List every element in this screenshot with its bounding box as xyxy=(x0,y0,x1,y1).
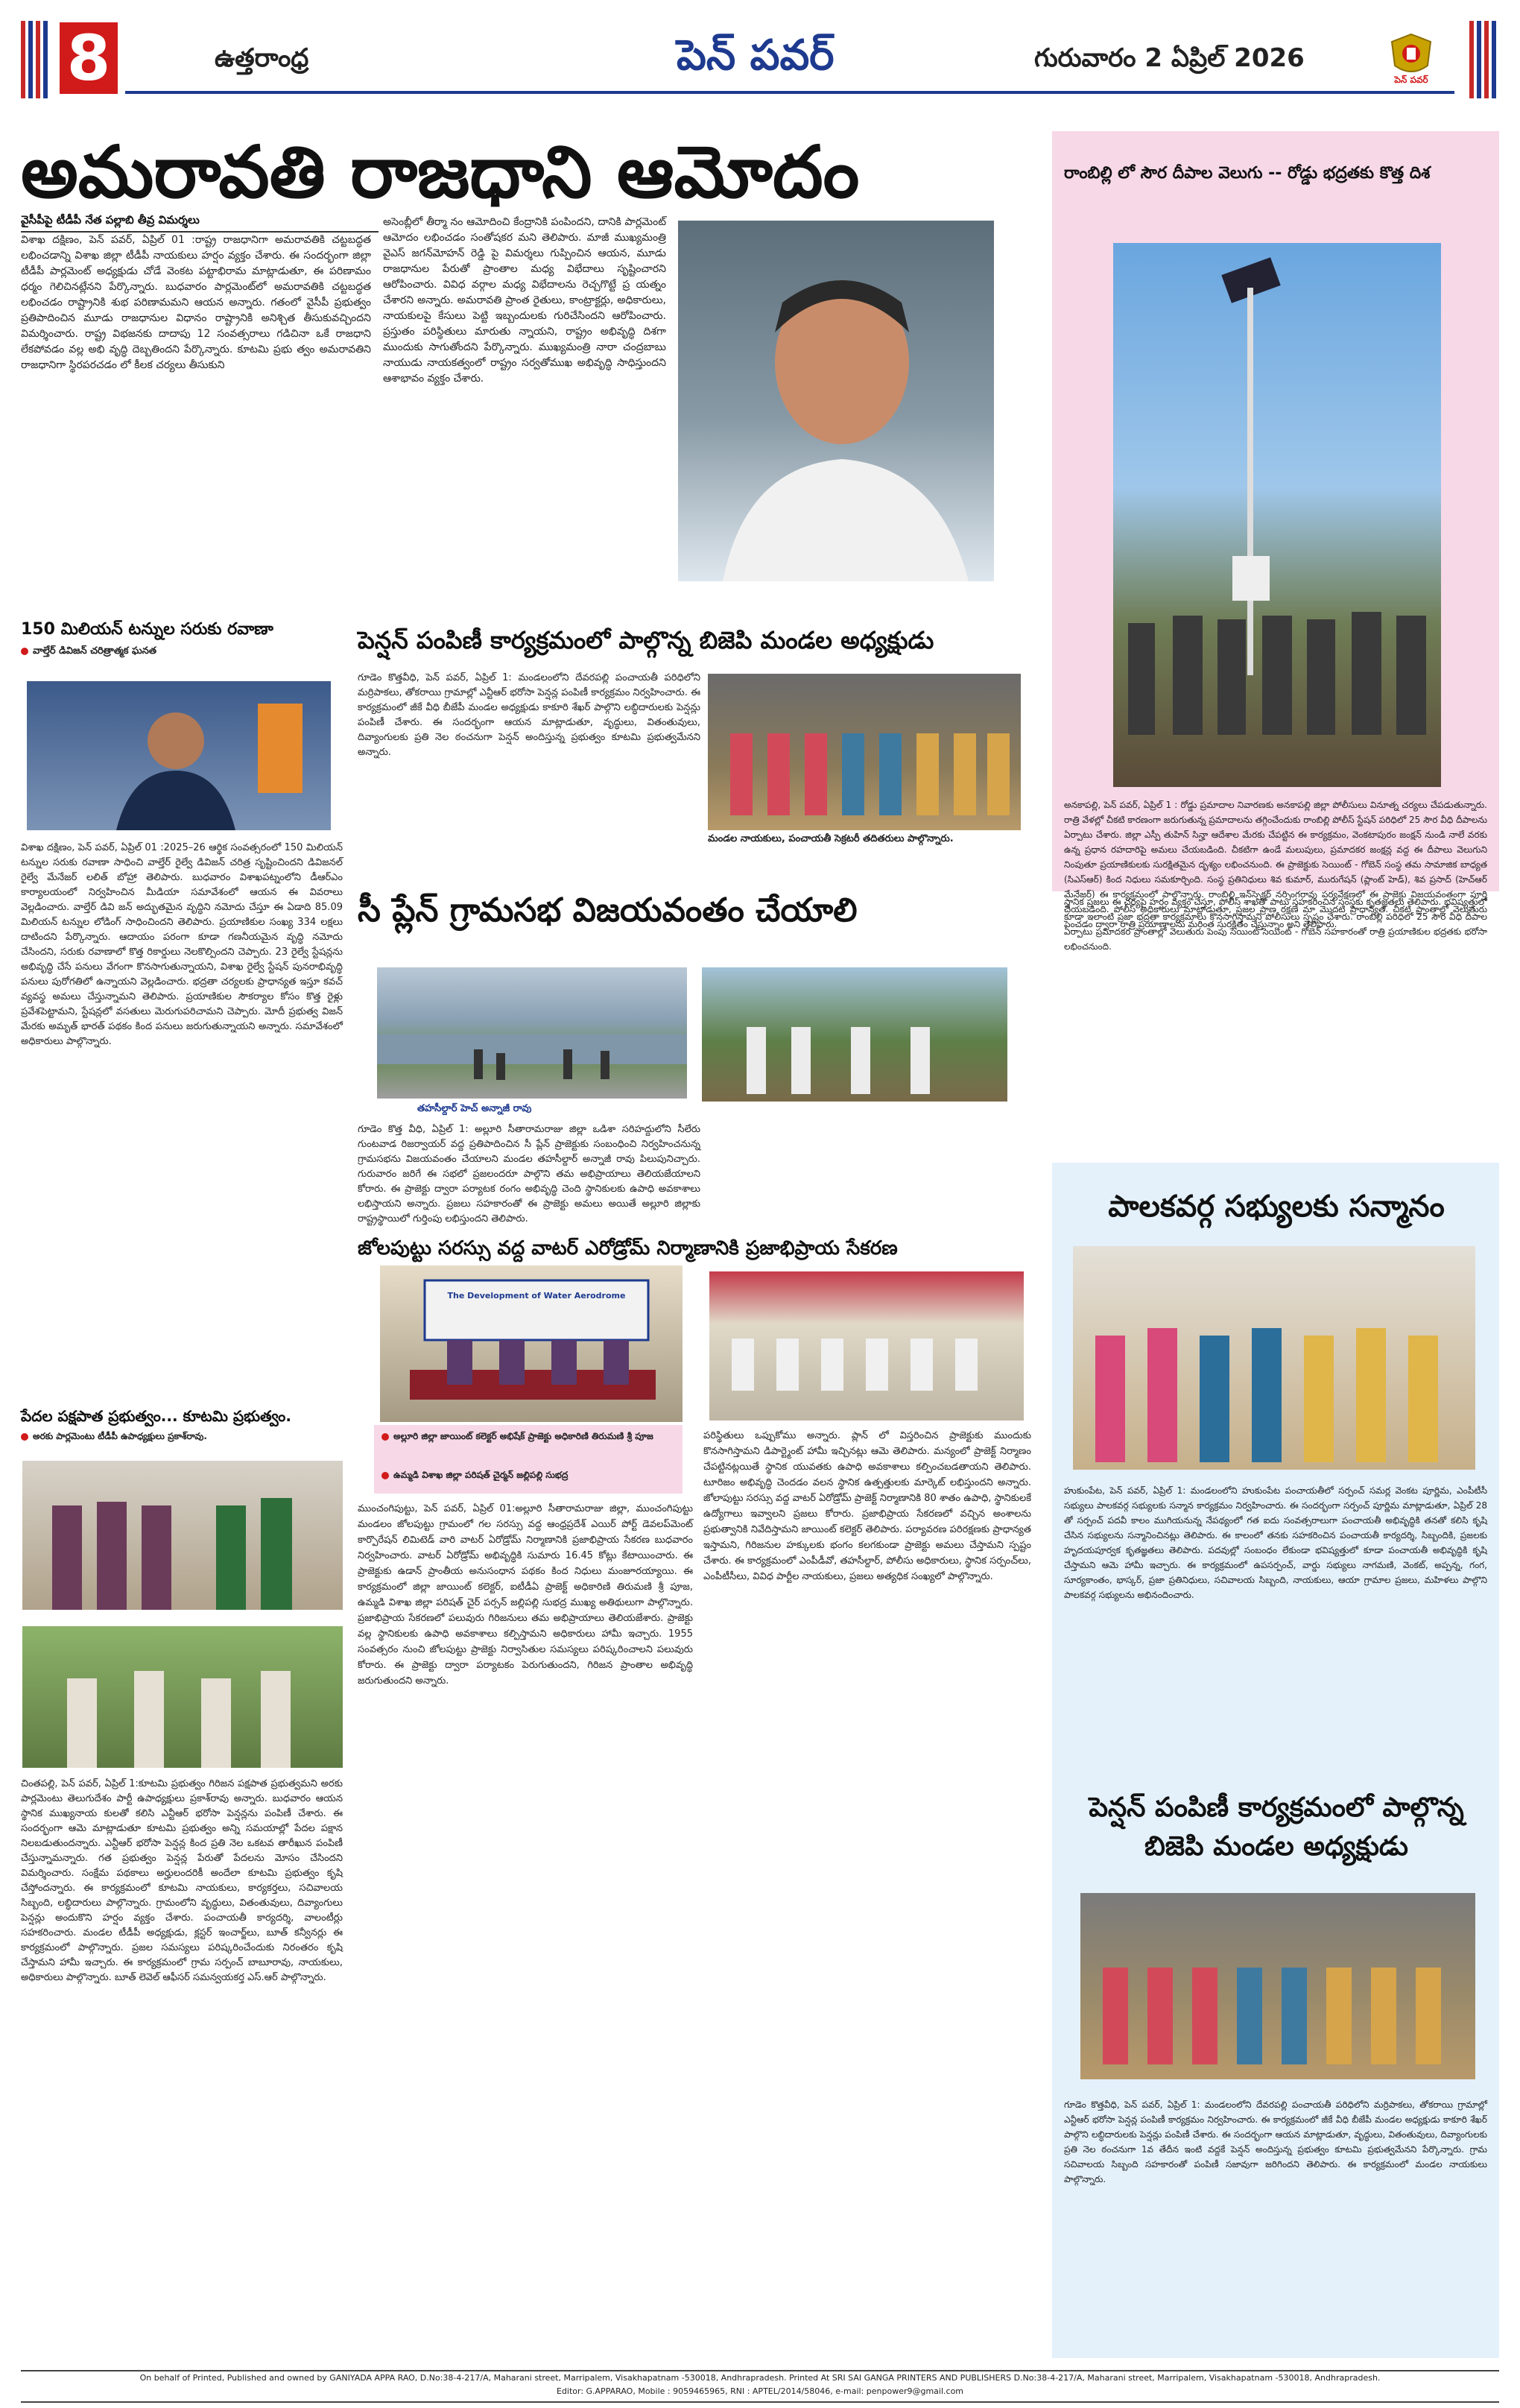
imprint-line-1: On behalf of Printed, Published and owned by GANIYADA APPA RAO, D.No:38-4-217/A, Maharani street, Marripalem, Visakhapatnam -530018, Andhrapradesh. Printed At SRI SAI GANGA PRINTERS AND PUBLISHERS D.No:38-4-217/A, Maharani street, Marripalem, Visakhapatnam -530018, Andhrapradesh. xyxy=(139,2373,1381,2383)
palakavarga-text: హుకుంపేట, పెన్ పవర్, ఏప్రిల్ 1: మండలంలోని హుకుంపేట పంచాయతీలో సర్పంచ్ సమర్ల వెంకట పూర్ణిమ, ఎంపీటీసీ సభ్యులు పాలకవర్గ సభ్యులకు సన్మాన కార్యక్రమం నిర్వహించారు. ఈ సందర్భంగా సర్పంచ్ పూర్ణిమ మాట్లాడుతూ, ఏప్రిల్ 28 తో సర్పంచ్ పదవీ కాలం ముగియనున్న నేపథ్యంలో గత ఐదు సంవత్సరాలుగా పంచాయతీ అభివృద్ధికి తనతో కలిసి కృషి చేసిన సభ్యులను సన్మానించినట్లు తెలిపారు. ఈ కాలంలో తనకు సహకరించిన పంచాయతీ కార్యదర్శి, సిబ్బందికి, ప్రజలకు హృదయపూర్వక కృతజ్ఞతలు తెలిపారు. పదవుల్లో సంబంధం లేకుండా భవిష్యత్తులో కూడా పంచాయతీ అభివృద్ధికి కృషి చేస్తామని ఆమె హామీ ఇచ్చారు. ఈ కార్యక్రమంలో ఉపసర్పంచ్, వార్డు సభ్యులు నాగమణి, వెంకట్, అప్పన్న, గంగ, సూర్యకాంతం, భాస్కర్, ప్రజా ప్రతినిధులు, సచివాలయ సిబ్బంది, నాయకులు, ఆయా గ్రామాల ప్రజలు, మహిళలు పాల్గొని పాలకవర్గ సభ్యులను అభినందించారు. xyxy=(1064,1485,1487,1600)
section-name: ఉత్తరాంధ్ర xyxy=(215,43,309,73)
bullet-icon xyxy=(381,1472,389,1479)
lead-column-2: అసెంబ్లీలో తీర్మా నం ఆమోదించి కేంద్రానికి పంపిందని, దానికి పార్లమెంట్ ఆమోదం లభించడం సంతోషకర మని తెలిపారు. మాజీ ముఖ్యమంత్రి వైఎస్ జగన్‌మోహన్ రెడ్డి పై విమర్శలు గుప్పించిన ఆయన, మూడు రాజధానుల పేరుతో ప్రాంతాల మధ్య విభేదాలు సృష్టించారని ఆరోపించారు. వివిధ వర్గాల మధ్య విభేదాలను రెచ్చగొట్టే ప్ర యత్నం చేశారని అన్నారు. అమరావతి ప్రాంత రైతులు, కాంట్రాక్టర్లు, అధికారులు, నాయకులపై కేసులు పెట్టి ఇబ్బందులకు గురిచేసిందని ఆరోపించారు. ప్రస్తుతం పరిస్థితులు మారుతు న్నాయని, రాష్ట్రం అభివృద్ధి దిశగా ముందుకు సాగుతోందని పేర్కొన్నారు. ముఖ్యమంత్రి నారా చంద్రబాబు నాయుడు నాయకత్వంలో రాష్ట్రం సర్వతోముఖ అభివృద్ధి సాధిస్తుందని ఆశాభావం వ్యక్తం చేశారు. xyxy=(383,216,666,385)
lead-headline: అమరావతి రాజధాని ఆమోదం xyxy=(21,130,860,214)
pension1-photo xyxy=(708,674,1021,830)
meeting-stage-icon xyxy=(380,1265,683,1422)
waterdrome-photo-1 xyxy=(380,1265,683,1422)
right-top-text-continued: స్థానిక ప్రజలు ఈ చర్యపై హర్షం వ్యక్తం చేస్తూ, పోలీస్ శాఖతో పాటు సహకరించిన సంస్థకు కృతజ్ఞతలు తెలిపారు. భవిష్యత్తులో కూడా ఇలాంటి ప్రజా భద్రతా కార్యక్రమాలు కొనసాగిస్తామని పోలీసులు స్పష్టం చేశారు. రాంబిల్లి పరిధిలో 25 సౌర వీధి దీపాల ఏర్పాటు ప్రమాదకర ప్రాంతాల్లో వెలుతురు పెంపు సెయింట్ సెయింట్ - గోబెన్ సహకారంతో రాత్రి ప్రయాణికుల భద్రతకు భరోసా లభించనుంది. xyxy=(1064,897,1487,952)
bullet-icon xyxy=(21,1433,28,1441)
logo-text: పెన్ పవర్ xyxy=(1394,75,1428,85)
right-top-text: అనకాపల్లి, పెన్ పవర్, ఏప్రిల్ 1 : రోడ్డు ప్రమాదాల నివారణకు అనకాపల్లి జిల్లా పోలీసులు వినూత్న చర్యలు చేపడుతున్నారు. రాత్రి వేళల్లో చీకటి కారణంగా జరుగుతున్న ప్రమాదాలను తగ్గించేందుకు రాంబిల్లి పోలీస్ స్టేషన్ పరిధిలో 25 సౌర వీధి దీపాలను ఏర్పాటు చేశారు. జిల్లా ఎస్పీ తుహిన్ సిన్హా ఆదేశాల మేరకు చేపట్టిన ఈ కార్యక్రమం, వెంకటాపురం జంక్షన్ నుండి నాలే వరకు ఉన్న ప్రధాన రహదారిపై అమలు చేయబడింది. చీకటిగా ఉండే మలుపులు, ప్రమాదకర జంక్షన్ల వద్ద ఈ దీపాలు వెలుగుని నింపుతూ ప్రయాణికులకు సురక్షితమైన దృశ్యం లభించనుంది. ఈ ప్రాజెక్టుకు సెయింట్ - గోబెన్ సంస్థ తమ సామాజిక బాధ్యత (సిఎస్ఆర్) కింద నిధులు సమకూర్చింది. సంస్థ ప్రతినిధులు శివ కుమార్, మురుగేషన్ (ప్లాంట్ హెడ్), శివ ప్రసాద్ (హెచ్ఆర్ మేనేజర్) ఈ కార్యక్రమంలో పాల్గొన్నారు. రాంబిల్లి ఇన్‌స్పెక్టర్ నర్సింగరావు పర్యవేక్షణలో ఈ ప్రాజెక్టు విజయవంతంగా పూర్తి చేయబడింది. పోలీస్ అధికారులు మాట్లాడుతూ, ప్రజల ప్రాణ రక్షణే మా మొదటి ప్రాధాన్యత. చీకటి ప్రాంతాల్లో వెలుతురు పెంచడం ద్వారా రాత్రి ప్రయాణాలను మరింత సురక్షితం చేస్తున్నాం అని తెలిపారు. xyxy=(1064,800,1487,929)
gramasabha-text: గూడెం కొత్త వీధి, ఏప్రిల్ 1: అల్లూరి సీతారామరాజు జిల్లా ఒడిశా సరిహద్దులోని సీలేరు గుంటవాడ రిజర్వాయర్ వద్ద ప్రతిపాదించిన సీ ప్లేన్ ప్రాజెక్టుకు సంబంధించి నిర్వహించనున్న గ్రామసభను విజయవంతం చేయాలని మండల తహసీల్దార్ అన్నాజీ రావు పిలుపునిచ్చారు. గురువారం జరిగే ఈ సభలో ప్రజలందరూ పాల్గొని తమ అభిప్రాయాలు తెలియజేయాలని కోరారు. ఈ ప్రాజెక్టు ద్వారా పర్యాటక రంగం అభివృద్ధి చెంది స్థానికులకు ఉపాధి అవకాశాలు లభిస్తాయని అన్నారు. ప్రజలు సహకారంతో ఈ ప్రాజెక్టు అమలు అయితే అల్లూరి జిల్లాకు రాష్ట్రస్థాయిలో గుర్తింపు లభిస్తుందని తెలిపారు. xyxy=(358,1124,700,1224)
paper-name: పెన్ పవర్ xyxy=(677,31,835,80)
group-photo-icon xyxy=(22,1626,343,1768)
waterdrome-bullet-2-text: ఉమ్మడి విశాఖ జిల్లా పరిషత్ చైర్మన్ జల్లిపల్లి సుభద్ర xyxy=(393,1470,569,1480)
ship-headline: 150 మిలియన్ టన్నుల సరుకు రవాణా xyxy=(21,620,273,639)
lake-photo-icon xyxy=(377,967,687,1099)
lead-photo xyxy=(678,221,994,581)
paper-logo xyxy=(1384,31,1438,91)
official-portrait-icon xyxy=(27,681,331,830)
group-photo-icon xyxy=(22,1461,343,1610)
pension2-headline: పెన్షన్ పంపిణీ కార్యక్రమంలో పాల్గొన్న బిజెపి మండల అధ్యక్షుడు xyxy=(1089,1792,1464,1862)
masthead-stripe-right xyxy=(1469,21,1499,98)
kutami-bullet-text: అరకు పార్లమెంటు టీడీపీ ఉపాధ్యక్షులు ప్రకాశ్‌రావు. xyxy=(33,1431,207,1441)
waterdrome-banner-text: The Development of Water Aerodrome xyxy=(447,1291,626,1301)
ship-bullet xyxy=(21,645,341,659)
pension2-text: గూడెం కొత్తవీధి, పెన్ పవర్, ఏప్రిల్ 1: మండలంలోని దేవరపల్లి పంచాయతీ పరిధిలోని మర్రిపాకలు, తోకరాయి గ్రామాల్లో ఎన్టీఆర్ భరోసా పెన్షన్ల పంపిణీ కార్యక్రమం నిర్వహించారు. ఈ కార్యక్రమంలో జీకే వీధి బీజేపీ మండల అధ్యక్షుడు కాకూరి శేఖర్ పాల్గొని లబ్ధిదారులకు పెన్షన్లు పంపిణీ చేశారు. ఈ సందర్భంగా ఆయన మాట్లాడుతూ, వృద్ధులు, వితంతువులు, దివ్యాంగులకు ప్రతి నెల ఠంచనుగా 1వ తేదీన ఇంటి వద్దకే పెన్షన్ అందిస్తున్న ప్రభుత్వం కూటమి ప్రభుత్వమేనని పేర్కొన్నారు. గ్రామ సచివాలయ సిబ్బంది సహకారంతో పంపిణీ సజావుగా జరిగిందని తెలిపారు. ఈ కార్యక్రమంలో మండల నాయకులు పాల్గొన్నారు. xyxy=(1064,2099,1487,2184)
right-top-headline: రాంబిల్లి లో సౌర దీపాల వెలుగు -- రోడ్డు భద్రతకు కొత్త దిశ xyxy=(1064,164,1431,183)
palakavarga-photo xyxy=(1073,1246,1475,1470)
gramasabha-photo-caption: తహసీల్దార్ హెచ్ అన్నాజీ రావు xyxy=(417,1103,532,1114)
kutami-headline: పేదల పక్షపాత ప్రభుత్వం... కూటమి ప్రభుత్వం. xyxy=(21,1407,291,1425)
lead-column-1: విశాఖ దక్షిణం, పెన్ పవర్, ఏప్రిల్ 01 :రాష్ట్ర రాజధానిగా అమరావతికి చట్టబద్ధత లభించడాన్ని విశాఖ జిల్లా టీడీపీ నాయకులు హర్షం వ్యక్తం చేశారు. ఈ సందర్భంగా జిల్లా టీడీపీ పార్లమెంట్ అధ్యక్షుడు చోడే వెంకట పట్టాభిరామ మాట్లాడుతూ, ఈ పరిణామం ధర్మం గెలిచినట్లేనని పేర్కొన్నారు. బుధవారం పార్లమెంట్‌లో అమరావతికి చట్టబద్ధత లభించడం రాష్ట్రానికి శుభ పరిణామమని ఆయన అన్నారు. గతంలో వైసీపీ ప్రభుత్వం ప్రతిపాదించిన మూడు రాజధానుల విధానం రాష్ట్రానికి అనిశ్చిత తీసుకువచ్చిందని విమర్శించారు. రాష్ట్ర విభజనకు దాదాపు 12 సంవత్సరాలు గడిచినా ఒకే రాజధాని లేకపోవడం వల్ల అభి వృద్ధి దెబ్బతిందని పేర్కొన్నారు. కూటమి ప్రభు త్వం అమరావతిని రాజధానిగా స్థిరపరచడం లో కీలక చర్యలు తీసుకుని xyxy=(21,234,371,371)
solar-street-light-icon xyxy=(1113,243,1441,787)
ship-bullet-text: వాల్తేర్ డివిజన్ చరిత్రాత్మక ఘనత xyxy=(33,645,157,657)
palakavarga-headline: పాలకవర్గ సభ్యులకు సన్మానం xyxy=(1108,1189,1445,1224)
gramasabha-photo-1 xyxy=(377,967,687,1099)
right-top-photo xyxy=(1113,243,1441,787)
bullet-icon xyxy=(21,648,28,655)
gramasabha-headline: సీ ప్లేన్ గ్రామసభ విజయవంతం చేయాలి xyxy=(358,891,858,929)
lead-kicker: వైసీపీపై టీడీపీ నేత పల్లాబి తీవ్ర విమర్శలు xyxy=(21,213,379,233)
audience-photo-icon xyxy=(709,1271,1024,1421)
group-photo-icon xyxy=(1080,1893,1475,2079)
waterdrome-column-1: ముంచంగిపుట్టు, పెన్ పవర్, ఏప్రిల్ 01:అల్లూరి సీతారామరాజు జిల్లా, ముంచంగిపుట్టు మండలం జోలపుట్టు గ్రామంలో గల సరస్సు వద్ద ఆంధ్రప్రదేశ్ ఎయిర్ పోర్ట్ డెవలప్‌మెంట్ కార్పొరేషన్ లిమిటెడ్ వారి వాటర్ ఏరోడ్రోమ్ నిర్మాణానికి ప్రజాభిప్రాయ సేకరణ బుధవారం నిర్వహించారు. వాటర్ ఏరోడ్రోమ్ అభివృద్ధికి సుమారు 16.45 కోట్లు కేటాయించారు. ఈ ప్రాజెక్టుకు ఉడాన్ ప్రాంతీయ అనుసంధాన పథకం కింద నిధులు మంజూరయ్యాయి. ఈ కార్యక్రమంలో జిల్లా జాయింట్ కలెక్టర్, ఐటీడీఏ ప్రాజెక్ట్ అధికారిణి తిరుమణి శ్రీ పూజ, ఉమ్మడి విశాఖ జిల్లా పరిషత్ చైర్ పర్సన్ జల్లిపల్లి సుభద్ర ముఖ్య అతిథులుగా పాల్గొన్నారు. ప్రజాభిప్రాయ సేకరణలో పలువురు గిరిజనులు తమ అభిప్రాయాలు తెలియజేశారు. ప్రాజెక్టు వల్ల స్థానికులకు ఉపాధి అవకాశాలు కల్పిస్తామని అధికారులు హామీ ఇచ్చారు. 1955 సంవత్సరం నుంచి జోలపుట్టు ప్రాజెక్టు నిర్వాసితుల సమస్యలు పరిష్కరించాలని పలువురు కోరారు. ఈ ప్రాజెక్టు ద్వారా పర్యాటకం పెరుగుతుందని, గిరిజన ప్రాంతాల అభివృద్ధి జరుగుతుందని అన్నారు. xyxy=(358,1503,693,1687)
gramasabha-photo-2 xyxy=(702,967,1007,1102)
waterdrome-bullet-1 xyxy=(381,1431,677,1444)
kutami-bullet xyxy=(21,1431,343,1444)
kutami-photo-1 xyxy=(22,1461,343,1610)
felicitation-photo-icon xyxy=(1073,1246,1475,1470)
waterdrome-bullets xyxy=(374,1425,683,1494)
pension2-photo xyxy=(1080,1893,1475,2079)
issue-date: గురువారం 2 ఏప్రిల్ 2026 xyxy=(1034,43,1305,73)
masthead xyxy=(21,21,1499,98)
waterdrome-bullet-2 xyxy=(381,1470,677,1482)
officials-photo-icon xyxy=(702,967,1007,1102)
waterdrome-headline: జోలపుట్టు సరస్సు వద్ద వాటర్ ఎరోడ్రోమ్ నిర్మాణానికి ప్రజాభిప్రాయ సేకరణ xyxy=(358,1237,898,1260)
waterdrome-bullet-1-text: అల్లూరి జిల్లా జాయింట్ కలెక్టర్ అభిషేక్ ప్రాజెక్టు అధికారిణి తిరుమణి శ్రీ పూజ xyxy=(393,1431,653,1441)
masthead-stripe-left xyxy=(21,21,51,98)
pension1-headline: పెన్షన్ పంపిణీ కార్యక్రమంలో పాల్గొన్న బిజెపి మండల అధ్యక్షుడు xyxy=(358,626,934,654)
ship-photo xyxy=(27,681,331,830)
bullet-icon xyxy=(381,1433,389,1441)
waterdrome-column-2: పరిస్థితులు ఒప్పుకోము అన్నారు. ప్లాన్ లో విస్తరించిన ప్రాజెక్టుకు ముందుకు కొనసాగిస్తామని డిపార్ట్మెంట్ హామీ ఇచ్చినట్లు ఆమె తెలిపారు. మన్యంలో ప్రాజెక్ట్ నిర్మాణం చేపట్టినట్లయితే స్థానిక యువతకు ఉపాధి అవకాశాలు కల్పించబడతాయని తెలిపారు. టూరిజం అభివృద్ధి చెందడం వలన స్థానిక ఉత్పత్తులకు మార్కెట్ లభిస్తుందని అన్నారు. జోలాపుట్టు సరస్సు వద్ద వాటర్ ఏరోడ్రోమ్ ప్రాజెక్ట్ నిర్మాణానికి 80 శాతం ఉపాధి, స్థానికులకే ఉద్యోగాలు ఇవ్వాలని ప్రజలు కోరారు. ప్రజాభిప్రాయ సేకరణలో వచ్చిన అంశాలను ప్రభుత్వానికి నివేదిస్తామని జాయింట్ కలెక్టర్ తెలిపారు. పర్యావరణ పరిరక్షణకు ప్రాధాన్యత ఇస్తామని, గిరిజనుల హక్కులకు భంగం కలగకుండా ప్రాజెక్టు అమలు చేస్తామని స్పష్టం చేశారు. ఈ కార్యక్రమంలో ఎంపీడీవో, తహసీల్దార్, పోలీసు అధికారులు, స్థానిక సర్పంచ్‌లు, ఎంపీటీసీలు, వివిధ పార్టీల నాయకులు, ప్రజలు అత్యధిక సంఖ్యలో పాల్గొన్నారు. xyxy=(703,1430,1031,1582)
pension1-text: గూడెం కొత్తవీధి, పెన్ పవర్, ఏప్రిల్ 1: మండలంలోని దేవరపల్లి పంచాయతీ పరిధిలోని మర్రిపాకలు, తోకరాయి గ్రామాల్లో ఎన్టీఆర్ భరోసా పెన్షన్ల పంపిణీ కార్యక్రమం నిర్వహించారు. ఈ కార్యక్రమంలో జీకే వీధి బీజేపీ మండల అధ్యక్షుడు కాకూరి శేఖర్ పాల్గొని లబ్ధిదారులకు పెన్షన్లు పంపిణీ చేశారు. ఈ సందర్భంగా ఆయన మాట్లాడుతూ, వృద్ధులు, వితంతువులు, దివ్యాంగులకు ప్రతి నెల ఠంచనుగా పెన్షన్ అందిస్తున్న ప్రభుత్వం కూటమి ప్రభుత్వమేనని అన్నారు. xyxy=(358,672,700,758)
kutami-photo-2 xyxy=(22,1626,343,1768)
kutami-text: చింతపల్లి, పెన్ పవర్, ఏప్రిల్ 1:కూటమి ప్రభుత్వం గిరిజన పక్షపాత ప్రభుత్వమని అరకు పార్లమెంటు తెలుగుదేశం పార్టీ ఉపాధ్యక్షులు ప్రకాశ్‌రావు అన్నారు. బుధవారం ఆయన స్థానిక ముఖ్యనాయ కులతో కలిసి ఎన్టీఆర్ భరోసా పెన్షన్లను పంపిణీ చేశారు. ఈ సందర్భంగా ఆమె మాట్లాడుతూ కూటమి ప్రభుత్వం అన్ని సమయాల్లో పేదల పక్షాన నిలబడుతుందన్నారు. ఎన్టీఆర్ భరోసా పెన్షన్ల కింద ప్రతి నెల ఒకటవ తారీఖున పంపిణీ చేస్తున్నామన్నారు. గత ప్రభుత్వం పెన్షన్ల పేరుతో పేదలను మోసం చేసిందని విమర్శించారు. సంక్షేమ పథకాలు అర్హులందరికీ అందేలా కూటమి ప్రభుత్వం కృషి చేస్తోందన్నారు. ఈ కార్యక్రమంలో కూటమి నాయకులు, కార్యకర్తలు, సచివాలయ సిబ్బంది, లబ్ధిదారులు పాల్గొన్నారు. గ్రామంలోని వృద్ధులు, వితంతువులు, దివ్యాంగులు పెన్షన్లు అందుకొని హర్షం వ్యక్తం చేశారు. పంచాయతీ కార్యదర్శి, వాలంటీర్లు సహకరించారు. మండల టీడీపీ అధ్యక్షుడు, క్లస్టర్ ఇంచార్జ్‌లు, బూత్ కన్వీనర్లు ఈ కార్యక్రమంలో పాల్గొన్నారు. ప్రజల సమస్యలు పరిష్కరించేందుకు నిరంతరం కృషి చేస్తామని హామీ ఇచ్చారు. ఈ కార్యక్రమంలో గ్రామ సర్పంచ్ బాబూరావు, నాయకులు, అధికారులు పాల్గొన్నారు. బూత్ లెవెల్ ఆఫీసర్ సమన్వయకర్త ఎస్.ఆర్ పాల్గొన్నారు. xyxy=(21,1778,343,1983)
portrait-placeholder-icon xyxy=(678,221,994,581)
group-photo-icon xyxy=(708,674,1021,830)
imprint-line-2: Editor: G.APPARAO, Mobile : 9059465965, RNI : APTEL/2014/58046, e-mail: penpower9@gmail.com xyxy=(556,2386,964,2396)
masthead-rule xyxy=(125,91,1454,94)
page-number: 8 xyxy=(60,22,118,94)
pension1-caption: మండల నాయకులు, పంచాయతీ సెక్రటరీ తదితరులు పాల్గొన్నారు. xyxy=(708,833,954,844)
waterdrome-photo-2 xyxy=(709,1271,1024,1421)
imprint-footer xyxy=(21,2370,1499,2403)
ship-text: విశాఖ దక్షిణం, పెన్ పవర్, ఏప్రిల్ 01 :2025–26 ఆర్థిక సంవత్సరంలో 150 మిలియన్ టన్నుల సరుకు రవాణా సాధించి వాల్తేర్ రైల్వే డివిజన్ చరిత్ర సృష్టించిందని డివిజనల్ రైల్వే మేనేజర్ లలిత్ బోహ్రా తెలిపారు. బుధవారం విశాఖపట్నంలోని డీఆర్ఎం కార్యాలయంలో నిర్వహించిన మీడియా సమావేశంలో ఆయన ఈ వివరాలు వెల్లడించారు. వాల్తేర్ డివి జన్ అద్భుతమైన వృద్ధిని నమోదు చేస్తూ ఈ ఏడాది 85.09 మిలియన్ టన్నుల లోడింగ్ సాధించిందని తెలిపారు. ప్రయాణికుల సంఖ్య 334 లక్షలు దాటిందని పేర్కొన్నారు. ఆదాయం పరంగా కూడా గణనీయమైన వృద్ధి నమోదు చేసిందని, సరుకు రవాణాలో కొత్త రికార్డులు నెలకొల్పిందని చెప్పారు. 23 రైల్వే స్టేషన్లను అభివృద్ధి చేసే పనులు వేగంగా కొనసాగుతున్నాయని, విశాఖ రైల్వే స్టేషన్ పునరాభివృద్ధి పనులు పురోగతిలో ఉన్నాయని వెల్లడించారు. భద్రతా చర్యలకు ప్రాధాన్యత ఇస్తూ కవచ్ వ్యవస్థ అమలు చేస్తున్నామని తెలిపారు. ప్రయాణికుల సౌకర్యాల కోసం కొత్త రైళ్లు ప్రవేశపెట్టామని, స్టేషన్లలో వసతులు మెరుగుపరిచామని చెప్పారు. మోదీ ప్రభుత్వ విజన్ మేరకు అమృత్ భారత్ పథకం కింద పనులు జరుగుతున్నాయని అన్నారు. సమావేశంలో అధికారులు పాల్గొన్నారు. xyxy=(21,842,343,1047)
